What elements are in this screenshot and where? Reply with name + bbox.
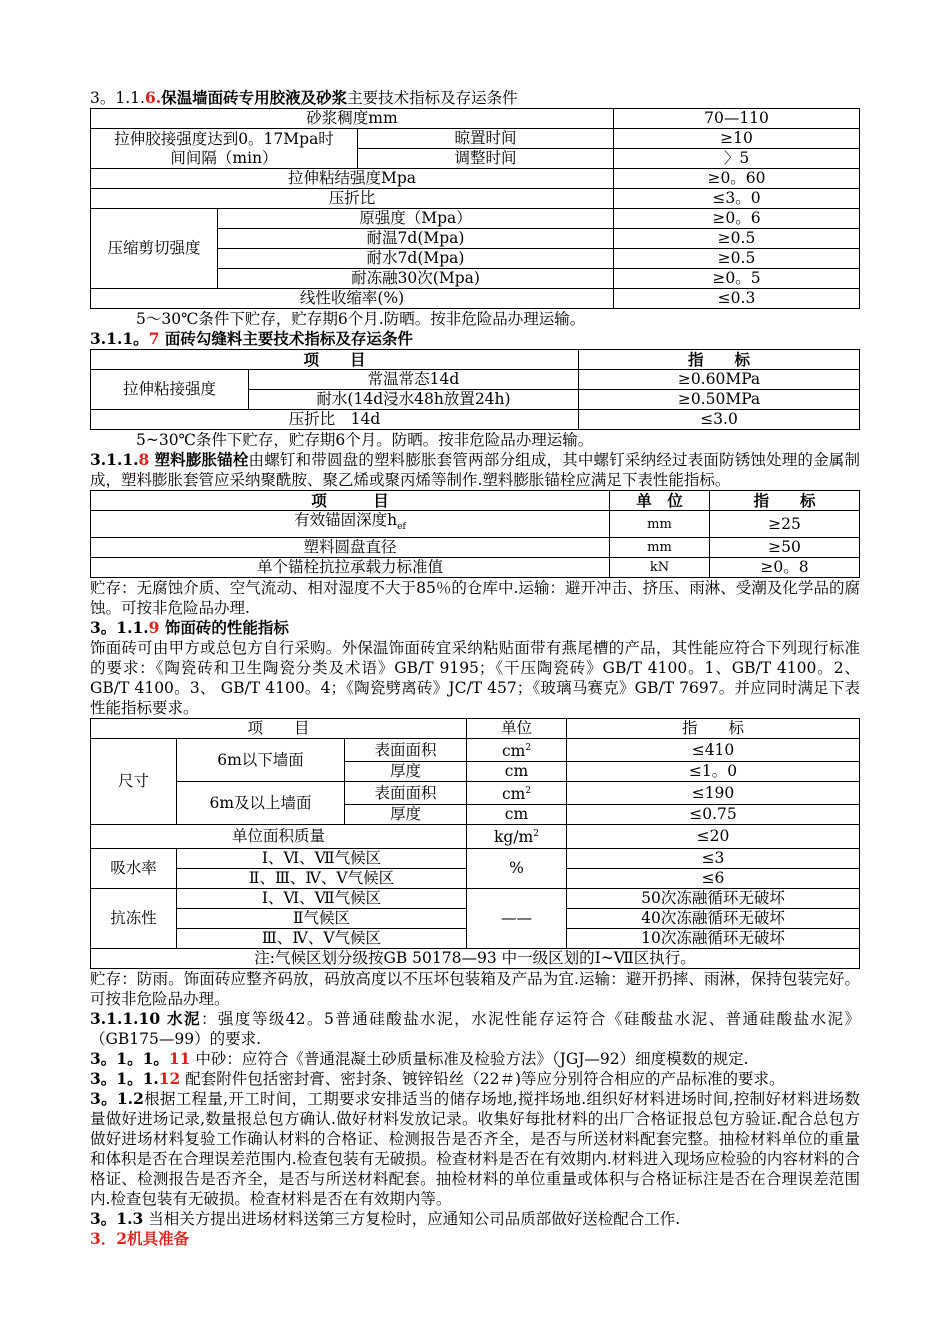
storage-note-3116: 5～30℃条件下贮存，贮存期6个月.防晒。按非危险品办理运输。	[136, 310, 586, 328]
tile-intro: 饰面砖可由甲方或总包方自行采购。外保温饰面砖宜采纳粘贴面带有燕尾槽的产品，其性能应符合下列现行标准的要求：《陶瓷砖和卫生陶瓷分类及术语》GB/T 9195；《干压陶瓷砖》GB/T 4100。1、GB/T 4100。2、 GB/T 4100。3、 GB/T 4100。4；《陶瓷劈离砖》JC/T 457；《玻璃马赛克》GB/T 7697。并应同时满足下表性能指标要求。	[90, 639, 860, 718]
mortar-spec-table: 砂浆稠度mm 70—110 拉伸胶接强度达到0。17Mpa时间间隔（min） 晾置时间 ≥10 调整时间 〉5 拉伸粘结强度Mpa ≥0。60 压折比 ≤3。0 压缩剪切强度 原强度（Mpa） ≥0。6 耐温7d(Mpa) ≥0.5 耐水7d(Mpa) ≥0.5 耐冻融30次(Mpa) ≥0。5 线性收缩率(%) ≤0.3	[90, 108, 860, 309]
section-31110: 3.1.1.10 水泥：强度等级42。5普通硅酸盐水泥，水泥性能存运符合《硅酸盐水泥、普通硅酸盐水泥》（GB175—99）的要求.	[90, 1008, 860, 1048]
storage-note-3119: 贮存：防雨。饰面砖应整齐码放，码放高度以不压坏包装箱及产品为宜.运输：避开扔摔、雨淋，保持包装完好。可按非危险品办理。	[90, 969, 860, 1008]
section-heading-32: 3．2机具准备	[90, 1228, 190, 1248]
section-312: 3。1.2根据工程量,开工时间，工期要求安排适当的储存场地,搅拌场地.组织好材料进场时间,控制好材料进场数量做好进场记录,数量报总包方确认.做好材料发放记录。收集好每批材料的出厂合格证报总包方验证.配合总包方做好进场材料复验工作确认材料的合格证、检测报告是否齐全，是否与所送材料配套完整。抽检材料单位的重量和体积是否在合理误差范围内.检查包装有无破损。检查材料是否在有效期内.材料进入现场应检验的内容材料的合格证、检测报告是否齐全，是否与所送材料配套。抽检材料的单位重量或体积与合格证标注是否在合理误差范围内.检查包装有无破损。检查材料是否在有效期内等。	[90, 1088, 860, 1208]
section-313: 3。1.3 当相关方提出进场材料送第三方复检时，应通知公司品质部做好送检配合工作.	[90, 1208, 681, 1228]
section-3118: 3.1.1.8 塑料膨胀锚栓由螺钉和带圆盘的塑料膨胀套管两部分组成，其中螺钉采纳经过表面防锈蚀处理的金属制成，塑料膨胀套管应采纳聚酰胺、聚乙烯或聚丙烯等制作.塑料膨胀锚栓应满足下表性能指标。	[90, 450, 860, 489]
grout-spec-table: 项 目 指 标 拉伸粘接强度 常温常态14d ≥0.60MPa 耐水(14d浸水48h放置24h) ≥0.50MPa 压折比 14d ≤3.0	[90, 349, 860, 430]
document-page	[90, 88, 860, 1249]
storage-note-3118: 贮存：无腐蚀介质、空气流动、相对湿度不大于85％的仓库中.运输：避开冲击、挤压、雨淋、受潮及化学品的腐蚀。可按非危险品办理.	[90, 579, 860, 618]
section-heading-3117: 3.1.1。7 面砖勾缝料主要技术指标及存运条件	[90, 329, 413, 348]
section-heading-3119: 3。1.1.9 饰面砖的性能指标	[90, 618, 289, 638]
section-31111: 3。1。1。11 中砂：应符合《普通混凝土砂质量标准及检验方法》（JGJ—92）细度模数的规定.	[90, 1048, 749, 1068]
anchor-spec-table: 项 目 单 位 指 标 有效锚固深度$h_{ef}$ mm ≥25 塑料圆盘直径 mm ≥50 单个锚栓抗拉承载力标准值 kN ≥0。8	[90, 490, 860, 578]
section-31112: 3。1。1.12 配套附件包括密封膏、密封条、镀锌铅丝（22＃)等应分别符合相应的产品标准的要求。	[90, 1068, 785, 1088]
tile-spec-table: 项 目 单位 指 标 尺寸 6m以下墙面 表面面积 $cm^2$ ≤410 厚度 cm ≤1。0 6m及以上墙面 表面面积 $cm^2$ ≤190 厚度 cm ≤0.75 单位面积质量 $kg/m^2$ ≤20 吸水率 Ⅰ、Ⅵ、Ⅶ气候区 % ≤3 Ⅱ、Ⅲ、Ⅳ、Ⅴ气候区 ≤6 抗冻性 Ⅰ、Ⅵ、Ⅶ气候区 —— 50次冻融循环无破坏 Ⅱ气候区 40次冻融循环无破坏 Ⅲ、Ⅳ、Ⅴ气候区 10次冻融循环无破坏 注:气候区划分级按GB 50178—93 中一级区划的Ⅰ~Ⅶ区执行。	[90, 718, 860, 968]
storage-note-3117: 5~30℃条件下贮存，贮存期6个月。防晒。按非危险品办理运输。	[136, 431, 594, 449]
section-heading-3116: 3。1.1.6.保温墙面砖专用胶液及砂浆主要技术指标及存运条件	[90, 88, 518, 107]
